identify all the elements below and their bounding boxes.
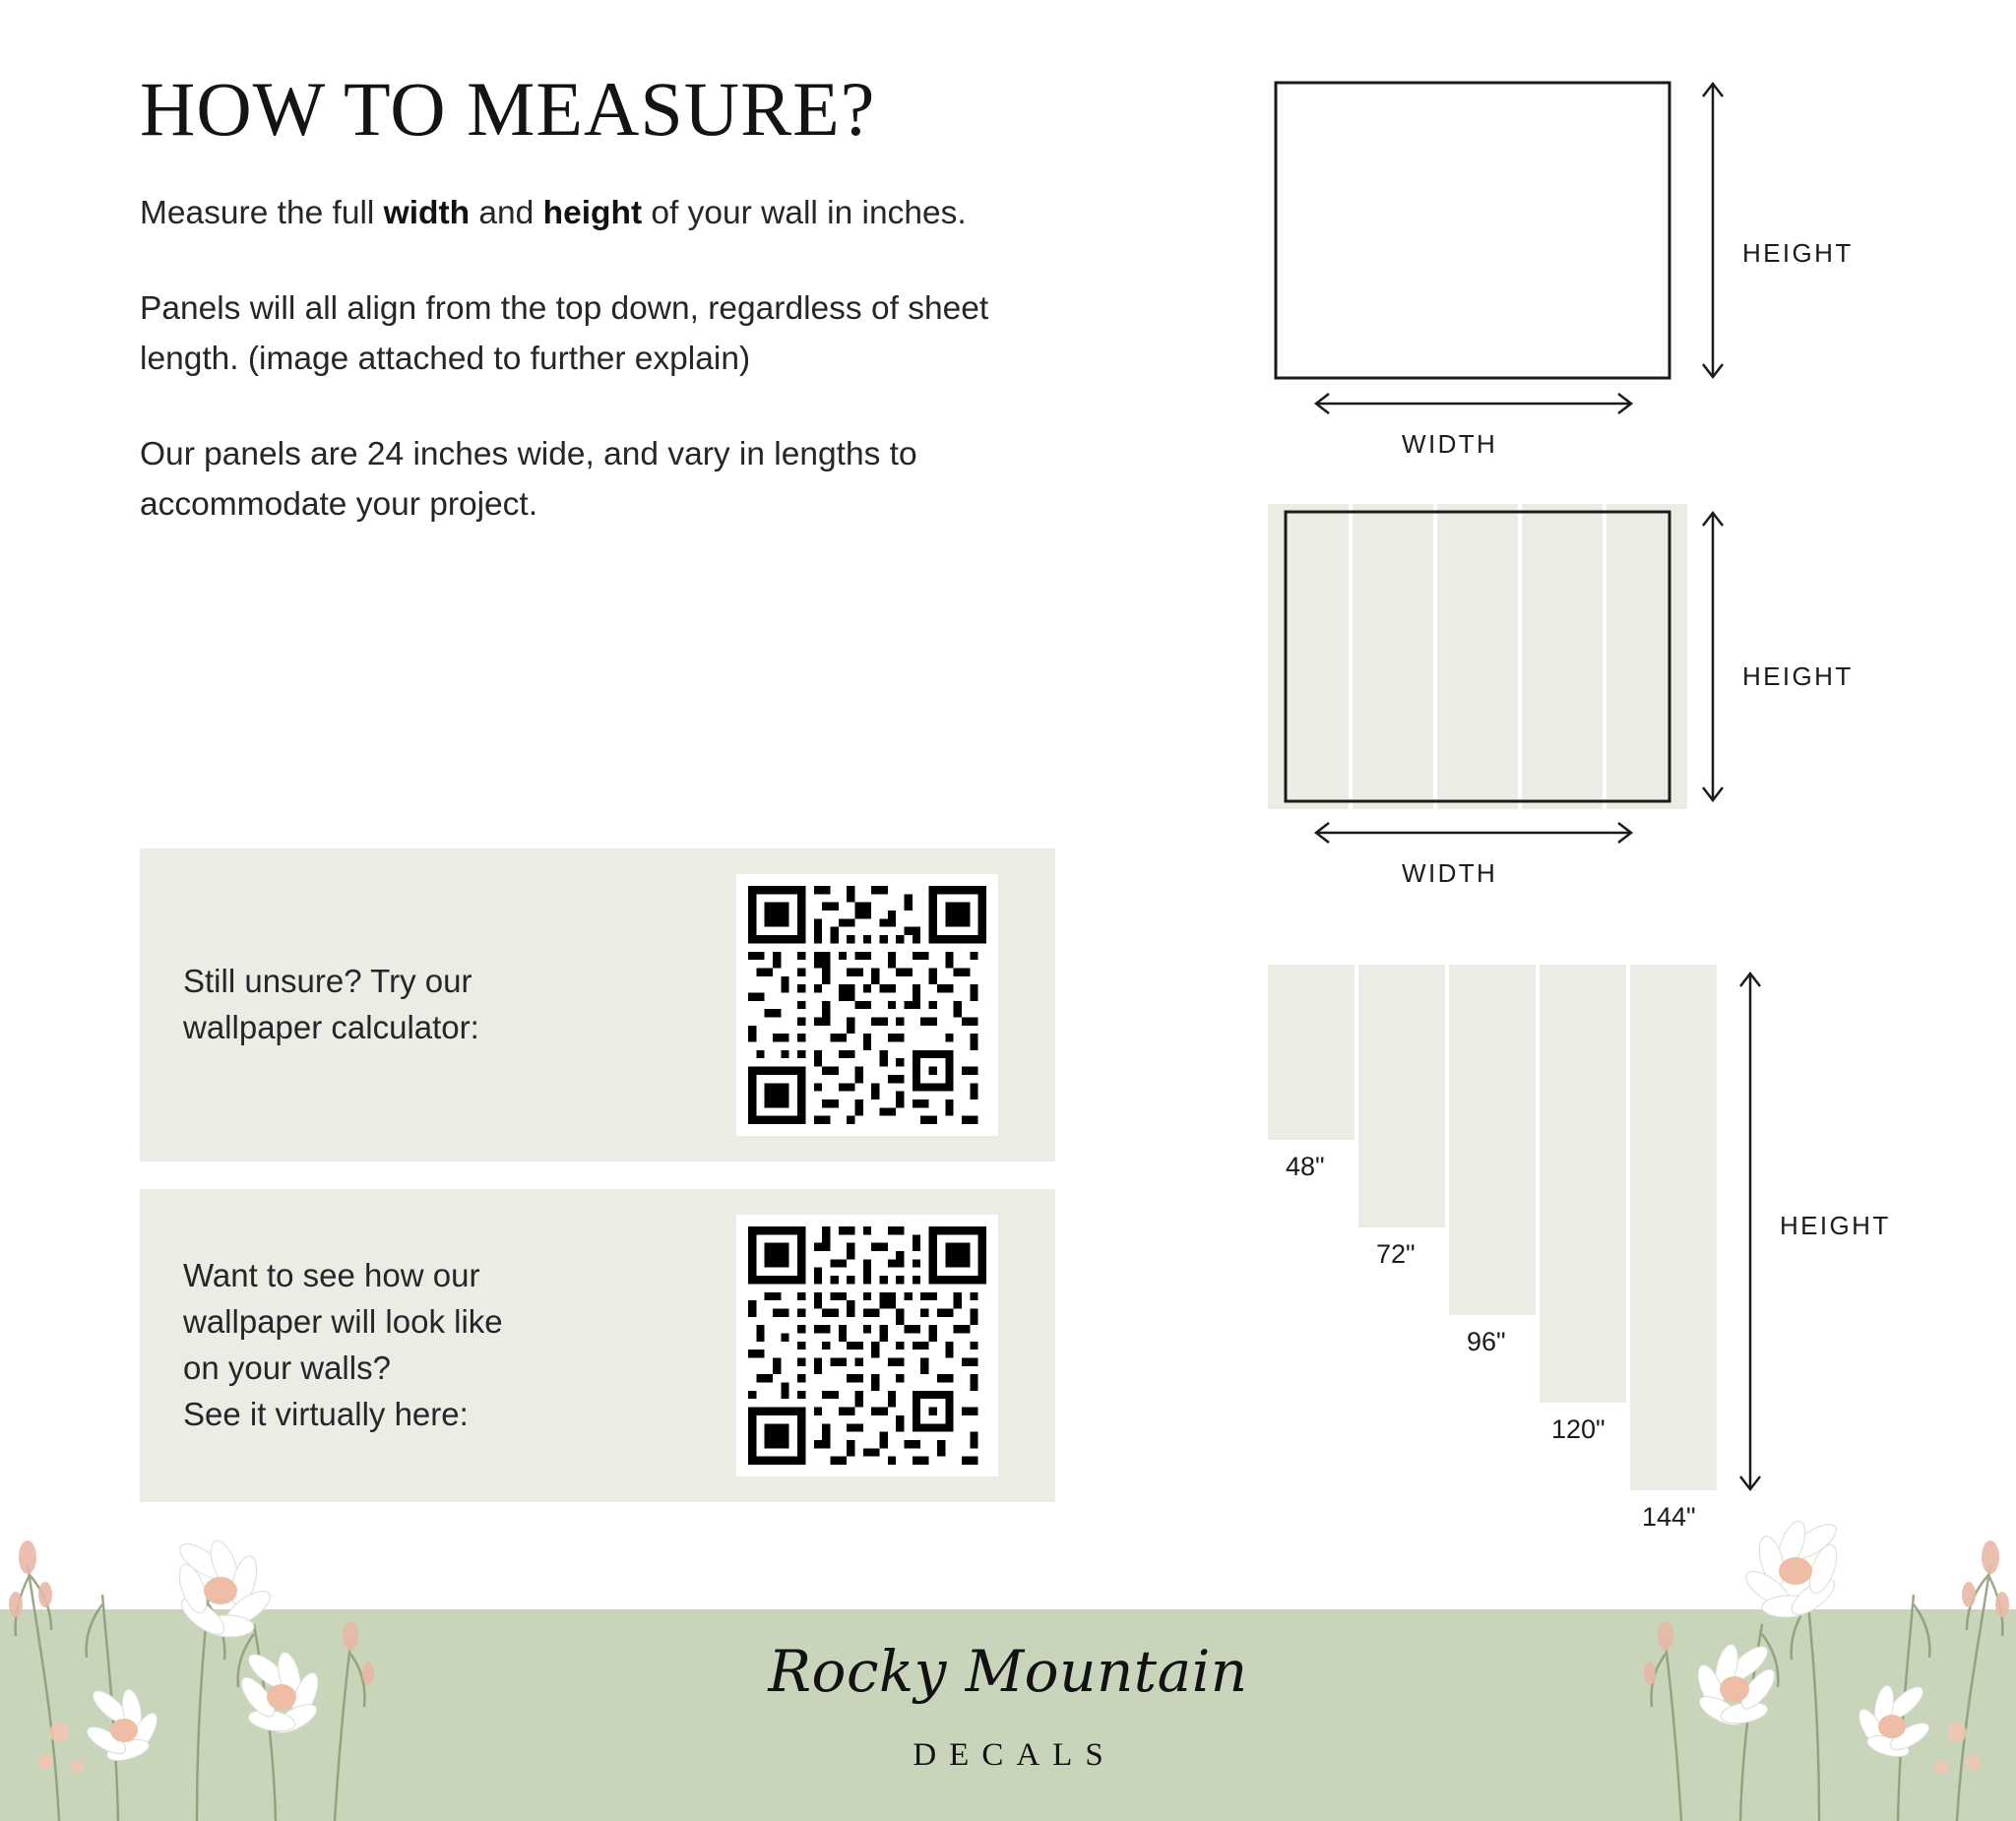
diagram-panels-layout (1268, 504, 1918, 917)
qr-panel-calculator-text (140, 959, 695, 1051)
height-arrow (1740, 973, 1760, 1489)
paragraph-1-pre: Measure the full (140, 194, 384, 231)
paragraph-1-post: of your wall in inches. (642, 194, 967, 231)
paragraph-1-bold-width: width (383, 194, 471, 231)
paragraph-1-bold-height: height (542, 194, 643, 231)
qr-visualizer-line-3: on your walls? (183, 1350, 391, 1386)
wall-height-label: HEIGHT (1742, 238, 1854, 268)
diagram-wall-dimensions (1268, 75, 1918, 459)
paragraph-1-mid: and (470, 194, 543, 231)
wall-rectangle (1276, 83, 1670, 378)
qr-code-icon[interactable] (748, 886, 986, 1124)
qr-code-icon[interactable] (748, 1226, 986, 1465)
length-bars (1268, 965, 1717, 1490)
diagram-panel-lengths (1250, 965, 1920, 1532)
qr-panel-visualizer-text (140, 1253, 695, 1437)
qr-calculator-line-1: Still unsure? Try our (183, 963, 472, 1000)
qr-panel-visualizer[interactable] (140, 1189, 1055, 1502)
daisy-flower (1740, 1518, 1842, 1621)
height-arrow (1703, 84, 1723, 377)
length-bar-96 (1449, 965, 1536, 1315)
paragraph-panel-width: Our panels are 24 inches wide, and vary in lengths to accommodate your project. (140, 435, 917, 523)
lengths-height-label: HEIGHT (1780, 1211, 1891, 1240)
left-content-column (140, 66, 1055, 575)
panels-width-label: WIDTH (1402, 858, 1498, 888)
length-bar-48 (1268, 965, 1354, 1140)
qr-visualizer-line-4: See it virtually here: (183, 1395, 469, 1432)
wall-width-label: WIDTH (1402, 429, 1498, 459)
qr-code-visualizer-wrapper[interactable] (736, 1215, 998, 1476)
qr-code-calculator-wrapper[interactable] (736, 874, 998, 1136)
qr-visualizer-line-1: Want to see how our (183, 1257, 480, 1294)
brand-subtitle: DECALS (913, 1737, 1116, 1773)
length-bar-144 (1630, 965, 1717, 1490)
panel-strips (1268, 504, 1687, 809)
qr-visualizer-line-2: wallpaper will look like (183, 1303, 503, 1341)
length-bar-120 (1540, 965, 1626, 1403)
panels-height-label: HEIGHT (1742, 661, 1854, 691)
length-label-96: 96" (1467, 1327, 1506, 1356)
diagram-panels-svg (1268, 504, 1918, 917)
length-label-72: 72" (1376, 1239, 1416, 1269)
length-bar-72 (1358, 965, 1445, 1227)
paragraph-panel-alignment: Panels will all align from the top down, regardless of sheet length. (image attached to further explain) (140, 289, 989, 377)
length-label-120: 120" (1551, 1414, 1606, 1444)
qr-panel-calculator[interactable] (140, 848, 1055, 1162)
width-arrow (1316, 823, 1631, 843)
paragraph-measure-instructions (140, 189, 1026, 239)
length-label-144: 144" (1642, 1502, 1696, 1532)
length-label-48: 48" (1286, 1152, 1325, 1181)
qr-calculator-line-2: wallpaper calculator: (183, 1009, 479, 1045)
width-arrow (1316, 394, 1631, 413)
page-title: HOW TO MEASURE? (140, 66, 876, 152)
brand-name: Rocky Mountain (768, 1638, 1248, 1705)
height-arrow (1703, 513, 1723, 800)
